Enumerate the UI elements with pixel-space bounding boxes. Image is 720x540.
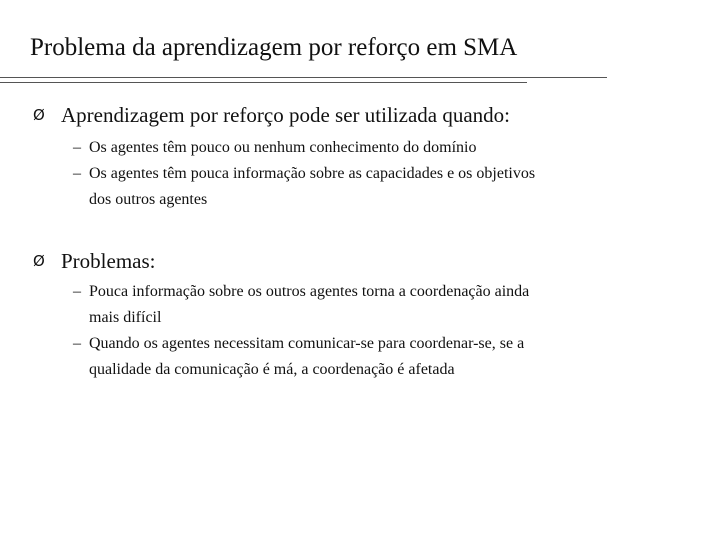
title-underline-bottom [0,82,527,83]
subitem-text: Os agentes têm pouco ou nenhum conhecimento do domínio [89,139,477,156]
subitem-text: Quando os agentes necessitam comunicar-se para coordenar-se, se a [89,335,525,352]
subitem-text: Pouca informação sobre os outros agentes torna a coordenação ainda [89,283,530,300]
bullet-text: Problemas: [61,249,156,273]
subitem-text-continuation: dos outros agentes [89,191,208,208]
subitem [73,331,673,383]
bullet-problems [33,250,156,273]
arrow-bullet-icon: Ø [33,252,45,270]
dash-marker: – [73,335,81,352]
subitem-text-continuation: mais difícil [89,309,162,326]
subitem [73,135,673,161]
title-underline-top [0,77,607,78]
slide-title: Problema da aprendizagem por reforço em SMA [30,34,518,61]
dash-marker: – [73,283,81,300]
bullet-usage [33,104,510,127]
subitem-text: Os agentes têm pouca informação sobre as capacidades e os objetivos [89,165,536,182]
subitem [73,279,673,331]
dash-marker: – [73,139,81,156]
subitem-text-continuation: qualidade da comunicação é má, a coordenação é afetada [89,361,455,378]
arrow-bullet-icon: Ø [33,106,45,124]
subitem [73,161,673,213]
bullet-text: Aprendizagem por reforço pode ser utilizada quando: [61,103,510,127]
dash-marker: – [73,165,81,182]
